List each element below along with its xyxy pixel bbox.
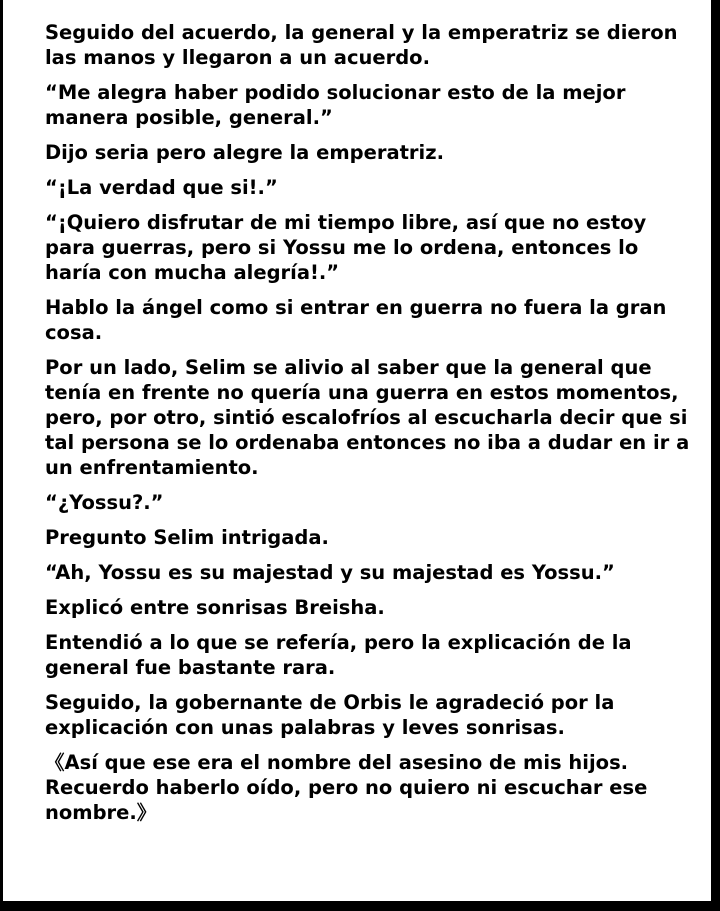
paragraph-4: “¡La verdad que si!.” — [45, 176, 278, 199]
paragraph-6: Hablo la ángel como si entrar en guerra no fuera la gran cosa. — [45, 296, 667, 344]
paragraph-13: Seguido, la gobernante de Orbis le agradeció por la explicación con unas palabras y leves sonrisas. — [45, 691, 615, 739]
paragraph-12: Entendió a lo que se refería, pero la explicación de la general fue bastante rara. — [45, 631, 632, 679]
paragraph-9: Pregunto Selim intrigada. — [45, 526, 329, 549]
paragraph-8: “¿Yossu?.” — [45, 491, 164, 514]
paragraph-11: Explicó entre sonrisas Breisha. — [45, 596, 385, 619]
paragraph-10: “Ah, Yossu es su majestad y su majestad es Yossu.” — [45, 561, 615, 584]
document-page — [3, 0, 711, 901]
paragraph-7: Por un lado, Selim se alivio al saber que la general que tenía en frente no quería una guerra en estos momentos, pero, por otro, sintió escalofríos al escucharla decir que si tal persona se lo ordenaba entonces no iba a dudar en ir a un enfrentamiento. — [45, 356, 690, 479]
paragraph-2: “Me alegra haber podido solucionar esto de la mejor manera posible, general.” — [45, 81, 626, 129]
paragraph-14: 《Así que ese era el nombre del asesino de mis hijos. Recuerdo haberlo oído, pero no quiero ni escuchar ese nombre.》 — [45, 751, 648, 824]
paragraph-5: “¡Quiero disfrutar de mi tiempo libre, así que no estoy para guerras, pero si Yossu me lo ordena, entonces lo haría con mucha alegría!.” — [45, 211, 647, 284]
paragraph-1: Seguido del acuerdo, la general y la emperatriz se dieron las manos y llegaron a un acuerdo. — [45, 21, 678, 69]
paragraph-3: Dijo seria pero alegre la emperatriz. — [45, 141, 444, 164]
